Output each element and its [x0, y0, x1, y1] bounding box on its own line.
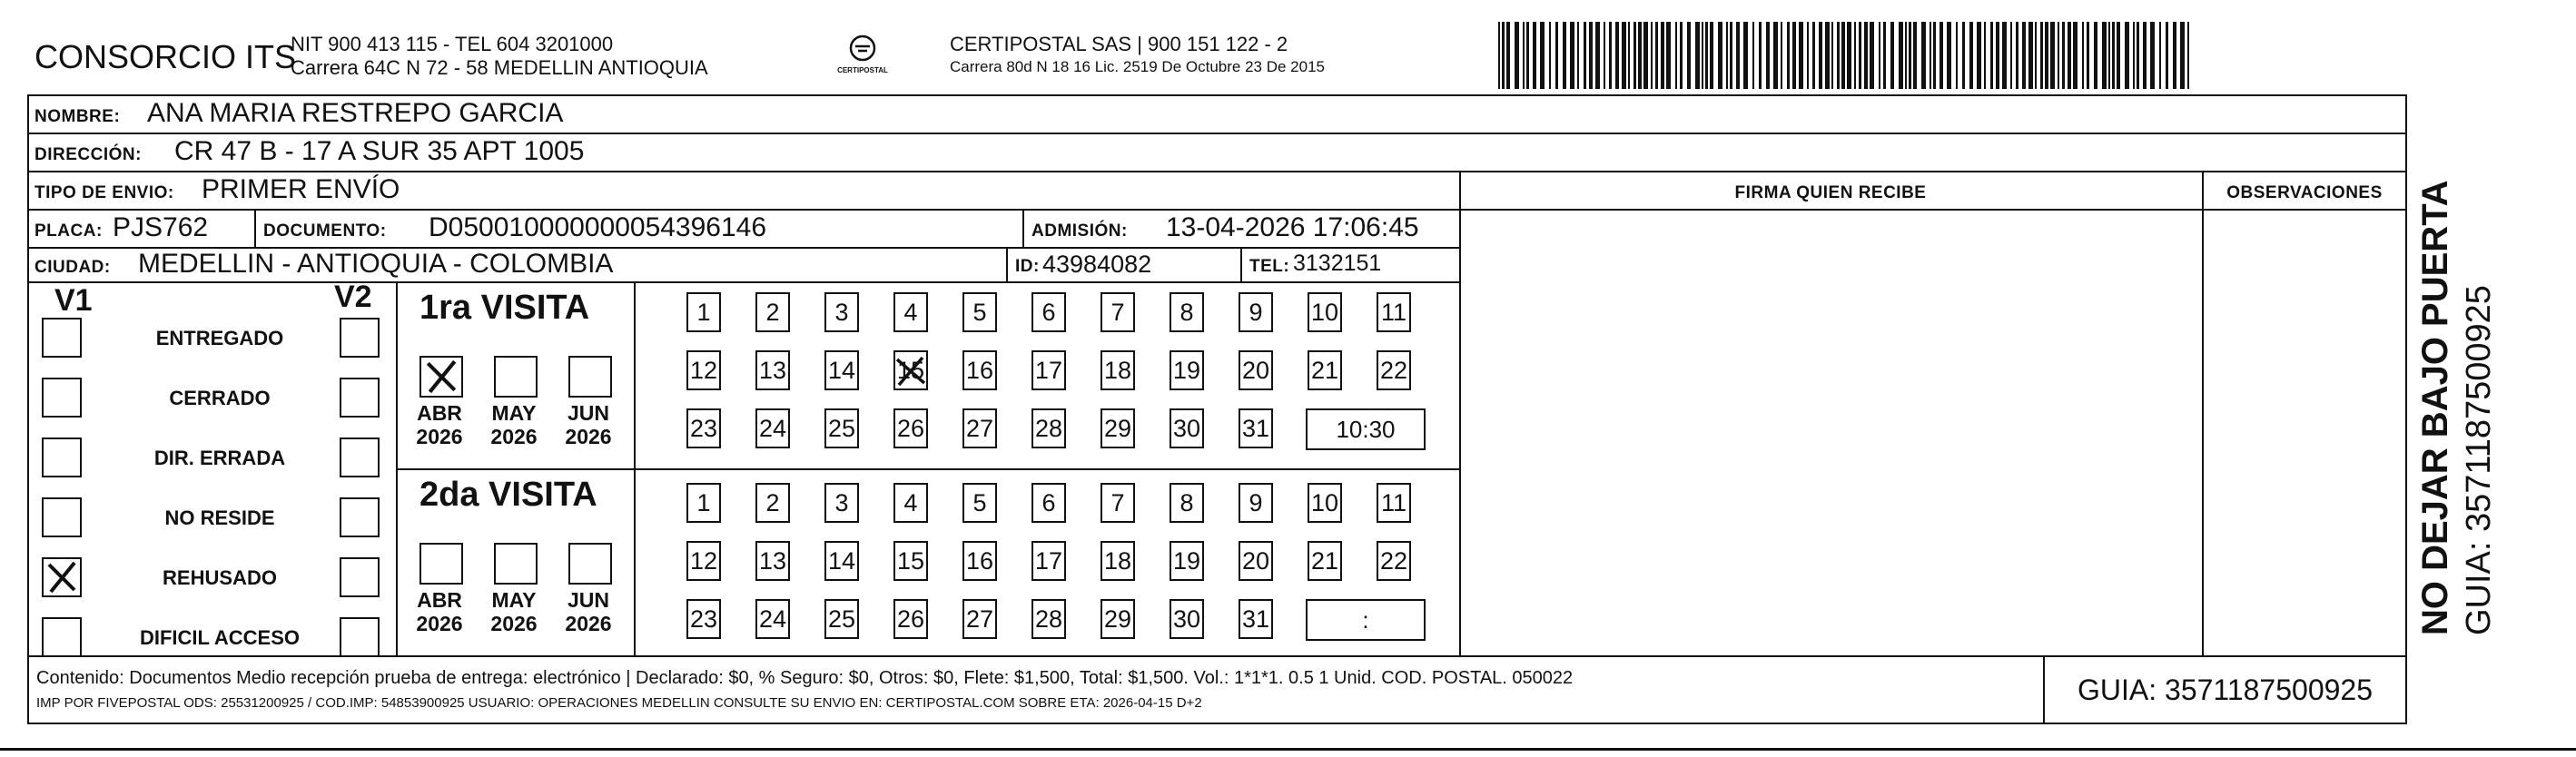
- barcode-icon: [1498, 22, 2197, 89]
- barcode-bar: [2073, 22, 2078, 89]
- barcode-bar: [2035, 22, 2037, 89]
- day-box[interactable]: 26: [893, 599, 928, 639]
- barcode-bar: [1710, 22, 1713, 89]
- month-label: [412, 401, 467, 448]
- barcode-bar: [1841, 22, 1845, 89]
- barcode-bar: [1909, 22, 1911, 89]
- status-label: REHUSADO: [163, 566, 277, 589]
- tel-value: 3132151: [1293, 251, 1382, 276]
- barcode-bar: [1615, 22, 1619, 89]
- barcode-bar: [2050, 22, 2055, 89]
- day-box[interactable]: 13: [755, 541, 790, 581]
- barcode-bar: [1651, 22, 1653, 89]
- barcode-bar: [2058, 22, 2059, 89]
- v2-checkbox[interactable]: [340, 617, 380, 657]
- barcode-bar: [1792, 22, 1796, 89]
- ciudad-value: MEDELLIN - ANTIOQUIA - COLOMBIA: [138, 249, 614, 279]
- day-box[interactable]: 12: [686, 350, 721, 390]
- day-box[interactable]: 14: [824, 541, 859, 581]
- day-box[interactable]: 24: [755, 599, 790, 639]
- barcode-bar: [1883, 22, 1886, 89]
- day-box[interactable]: 13: [755, 350, 790, 390]
- v2-label: V2: [334, 280, 372, 314]
- logo-text: CERTIPOSTAL: [837, 66, 888, 74]
- barcode-bar: [1837, 22, 1840, 89]
- month-name: JUN: [567, 401, 609, 425]
- barcode-bar: [1638, 22, 1642, 89]
- id-label: ID:: [1015, 257, 1040, 276]
- day-box[interactable]: 20: [1239, 541, 1273, 581]
- day-box[interactable]: 20: [1239, 350, 1273, 390]
- barcode-bar: [1589, 22, 1593, 89]
- tipo-label: TIPO DE ENVIO:: [35, 183, 174, 202]
- nombre-value: ANA MARIA RESTREPO GARCIA: [147, 98, 564, 128]
- day-box[interactable]: 6: [1031, 292, 1066, 332]
- day-box[interactable]: 10: [1308, 292, 1342, 332]
- id-value: 43984082: [1042, 251, 1152, 278]
- status-label: ENTREGADO: [155, 327, 284, 349]
- barcode-bar: [1947, 22, 1951, 89]
- barcode-bar: [2040, 22, 2043, 89]
- barcode-bar: [1705, 22, 1708, 89]
- barcode-bar: [1604, 22, 1605, 89]
- barcode-bar: [1854, 22, 1856, 89]
- month-year: 2026: [565, 612, 612, 635]
- month-year: 2026: [490, 425, 538, 448]
- day-box[interactable]: 23: [686, 599, 721, 639]
- v1-checkbox[interactable]: [42, 318, 82, 358]
- barcode-bar: [1666, 22, 1671, 89]
- barcode-bar: [1498, 22, 1500, 89]
- day-box[interactable]: 8: [1170, 292, 1204, 332]
- barcode-bar: [1726, 22, 1728, 89]
- barcode-bar: [1899, 22, 1903, 89]
- day-box[interactable]: 14: [824, 350, 859, 390]
- observaciones-header: OBSERVACIONES: [2226, 183, 2383, 202]
- row-ciudad: [29, 249, 1459, 283]
- day-box[interactable]: 24: [755, 408, 790, 448]
- day-check-mark-icon: [895, 352, 926, 388]
- check-mark-icon: [44, 559, 80, 595]
- day-box[interactable]: 4: [893, 292, 928, 332]
- barcode-bar: [2062, 22, 2065, 89]
- barcode-bar: [1730, 22, 1732, 89]
- day-box[interactable]: 2: [755, 292, 790, 332]
- day-box[interactable]: 27: [962, 599, 997, 639]
- side-guia: GUIA: 3571187500925: [2460, 285, 2498, 635]
- barcode-bar: [1831, 22, 1833, 89]
- day-box[interactable]: 31: [1239, 408, 1273, 448]
- barcode-bar: [2159, 22, 2161, 89]
- barcode-bar: [1661, 22, 1664, 89]
- day-box[interactable]: 21: [1308, 541, 1342, 581]
- v1-checkbox[interactable]: [42, 437, 82, 477]
- day-box[interactable]: 10: [1308, 483, 1342, 523]
- direccion-value: CR 47 B - 17 A SUR 35 APT 1005: [174, 136, 585, 166]
- month-name: MAY: [491, 401, 537, 425]
- month-year: 2026: [416, 612, 463, 635]
- v2-checkbox[interactable]: [340, 557, 380, 597]
- barcode-bar: [2102, 22, 2107, 89]
- month-name: JUN: [567, 588, 609, 612]
- barcode-bar: [2137, 22, 2139, 89]
- barcode-bar: [2068, 22, 2071, 89]
- v2-checkbox[interactable]: [340, 378, 380, 418]
- day-box[interactable]: 17: [1031, 350, 1066, 390]
- day-box[interactable]: 12: [686, 541, 721, 581]
- barcode-bar: [1781, 22, 1782, 89]
- nombre-label: NOMBRE:: [35, 107, 121, 126]
- side-warning: NO DEJAR BAJO PUERTA: [2415, 180, 2455, 635]
- day-box[interactable]: 11: [1377, 483, 1411, 523]
- day-box[interactable]: 21: [1308, 350, 1342, 390]
- ciudad-label: CIUDAD:: [35, 258, 111, 277]
- day-box[interactable]: 27: [962, 408, 997, 448]
- barcode-bar: [1680, 22, 1683, 89]
- month-checkbox[interactable]: [568, 543, 612, 585]
- day-box[interactable]: 28: [1031, 599, 1066, 639]
- day-box[interactable]: 7: [1100, 483, 1135, 523]
- day-box[interactable]: 25: [824, 599, 859, 639]
- barcode-bar: [1555, 22, 1558, 89]
- v1-checkbox[interactable]: [42, 617, 82, 657]
- day-box[interactable]: 9: [1239, 292, 1273, 332]
- barcode-bar: [1905, 22, 1907, 89]
- barcode-bar: [1977, 22, 1981, 89]
- barcode-bar: [1990, 22, 1993, 89]
- barcode-bar: [2125, 22, 2129, 89]
- day-box[interactable]: 25: [824, 408, 859, 448]
- time-box[interactable]: :: [1306, 599, 1426, 641]
- v2-checkbox[interactable]: [340, 437, 380, 477]
- month-checkbox[interactable]: [419, 543, 463, 585]
- barcode-bar: [1879, 22, 1880, 89]
- barcode-bar: [2002, 22, 2007, 89]
- month-checkbox[interactable]: [494, 543, 538, 585]
- shipping-form: [27, 94, 2407, 724]
- placa-label: PLACA:: [35, 221, 103, 241]
- barcode-bar: [1962, 22, 1965, 89]
- barcode-bar: [1859, 22, 1861, 89]
- day-box[interactable]: 30: [1170, 408, 1204, 448]
- day-box[interactable]: 1: [686, 292, 721, 332]
- barcode-bar: [2112, 22, 2115, 89]
- barcode-bar: [1506, 22, 1510, 89]
- barcode-bar: [1996, 22, 1999, 89]
- barcode-bar: [1956, 22, 1958, 89]
- barcode-bar: [1766, 22, 1770, 89]
- company-nit: NIT 900 413 115 - TEL 604 3201000: [291, 33, 614, 55]
- barcode-bar: [1870, 22, 1874, 89]
- v1-checkbox[interactable]: [42, 497, 82, 537]
- v1-label: V1: [54, 283, 93, 318]
- day-box[interactable]: 15: [893, 350, 928, 390]
- barcode-bar: [2133, 22, 2135, 89]
- day-box[interactable]: 18: [1100, 350, 1135, 390]
- day-box[interactable]: 22: [1377, 350, 1411, 390]
- barcode-bar: [1702, 22, 1703, 89]
- barcode-bar: [2187, 22, 2189, 89]
- barcode-bar: [1812, 22, 1815, 89]
- barcode-bar: [1622, 22, 1626, 89]
- barcode-bar: [1864, 22, 1868, 89]
- day-box[interactable]: 29: [1100, 599, 1135, 639]
- footer-imp: IMP POR FIVEPOSTAL ODS: 25531200925 / COD.IMP: 54853900925 USUARIO: OPERACIONES MEDELLIN CONSULTE SU ENVIO EN: CERTIPOSTAL.COM SOBRE ETA: 2026-04-15 D+2: [36, 695, 1202, 711]
- barcode-bar: [2180, 22, 2185, 89]
- day-box[interactable]: 5: [962, 483, 997, 523]
- day-box[interactable]: 26: [893, 408, 928, 448]
- v2-checkbox[interactable]: [340, 497, 380, 537]
- barcode-bar: [1847, 22, 1851, 89]
- month-label: [412, 588, 467, 635]
- barcode-bar: [1540, 22, 1545, 89]
- admision-value: 13-04-2026 17:06:45: [1166, 212, 1419, 242]
- barcode-bar: [1930, 22, 1931, 89]
- day-box[interactable]: 7: [1100, 292, 1135, 332]
- month-label: [487, 588, 541, 635]
- barcode-bar: [1759, 22, 1762, 89]
- barcode-bar: [2028, 22, 2033, 89]
- header: [27, 16, 2403, 91]
- day-box[interactable]: 31: [1239, 599, 1273, 639]
- barcode-bar: [2117, 22, 2120, 89]
- day-box[interactable]: 22: [1377, 541, 1411, 581]
- status-label: DIR. ERRADA: [153, 447, 286, 469]
- barcode-bar: [2150, 22, 2155, 89]
- placa-value: PJS762: [113, 212, 209, 242]
- row-direccion: [29, 134, 2405, 172]
- month-checkbox[interactable]: [419, 356, 463, 398]
- barcode-bar: [1695, 22, 1700, 89]
- v1-checkbox[interactable]: [42, 378, 82, 418]
- barcode-bar: [2016, 22, 2018, 89]
- barcode-bar: [1633, 22, 1636, 89]
- day-box[interactable]: 8: [1170, 483, 1204, 523]
- barcode-bar: [1933, 22, 1936, 89]
- firma-area[interactable]: [1461, 211, 2200, 655]
- barcode-bar: [1655, 22, 1658, 89]
- barcode-bar: [2108, 22, 2110, 89]
- observaciones-area[interactable]: [2204, 211, 2405, 655]
- barcode-bar: [1984, 22, 1986, 89]
- barcode-bar: [2173, 22, 2176, 89]
- certipostal-logo: [835, 33, 890, 84]
- barcode-bar: [2143, 22, 2147, 89]
- month-year: 2026: [490, 612, 538, 635]
- day-box[interactable]: 15: [893, 541, 928, 581]
- row-tipo: [29, 172, 1459, 211]
- barcode-bar: [1584, 22, 1586, 89]
- barcode-bar: [1890, 22, 1894, 89]
- barcode-bar: [1549, 22, 1551, 89]
- barcode-bar: [2082, 22, 2084, 89]
- day-box[interactable]: 29: [1100, 408, 1135, 448]
- day-box[interactable]: 19: [1170, 350, 1204, 390]
- status-label: DIFICIL ACCESO: [139, 626, 300, 649]
- day-box[interactable]: 23: [686, 408, 721, 448]
- barcode-bar: [1675, 22, 1677, 89]
- company-name: CONSORCIO ITS: [35, 38, 297, 75]
- barcode-bar: [2045, 22, 2048, 89]
- day-box[interactable]: 9: [1239, 483, 1273, 523]
- barcode-bar: [1913, 22, 1917, 89]
- month-name: ABR: [417, 401, 462, 425]
- day-box[interactable]: 5: [962, 292, 997, 332]
- day-box[interactable]: 19: [1170, 541, 1204, 581]
- month-name: ABR: [417, 588, 462, 612]
- barcode-bar: [2010, 22, 2012, 89]
- day-box[interactable]: 16: [962, 350, 997, 390]
- day-box[interactable]: 11: [1377, 292, 1411, 332]
- barcode-bar: [1523, 22, 1525, 89]
- barcode-bar: [1533, 22, 1536, 89]
- footer-contenido: Contenido: Documentos Medio recepción prueba de entrega: electrónico | Declarado: $0, % Seguro: $0, Otros: $0, Flete: $1,500, Total: $1,500. Vol.: 1*1*1. 0.5 1 Unid. COD. POSTAL. 050022: [36, 668, 1574, 688]
- barcode-bar: [2087, 22, 2089, 89]
- company-address: Carrera 64C N 72 - 58 MEDELLIN ANTIOQUIA: [291, 56, 708, 79]
- barcode-bar: [1570, 22, 1574, 89]
- carrier-line1: CERTIPOSTAL SAS | 900 151 122 - 2: [950, 33, 1288, 55]
- month-year: 2026: [565, 425, 612, 448]
- day-box[interactable]: 30: [1170, 599, 1204, 639]
- day-box[interactable]: 18: [1100, 541, 1135, 581]
- barcode-bar: [1526, 22, 1529, 89]
- day-box[interactable]: 3: [824, 292, 859, 332]
- barcode-bar: [1736, 22, 1740, 89]
- status-label: NO RESIDE: [164, 506, 275, 529]
- admision-label: ADMISIÓN:: [1031, 221, 1128, 241]
- barcode-bar: [2166, 22, 2168, 89]
- month-year: 2026: [416, 425, 463, 448]
- status-label: CERRADO: [169, 387, 271, 409]
- month-label: [487, 401, 541, 448]
- side-text: [2415, 127, 2551, 635]
- barcode-bar: [1563, 22, 1566, 89]
- month-label: [561, 588, 616, 635]
- time-box[interactable]: 10:30: [1306, 408, 1426, 450]
- day-box[interactable]: 1: [686, 483, 721, 523]
- barcode-bar: [1687, 22, 1691, 89]
- v2-checkbox[interactable]: [340, 318, 380, 358]
- barcode-bar: [1939, 22, 1943, 89]
- month-name: MAY: [491, 588, 537, 612]
- carrier-line2: Carrera 80d N 18 16 Lic. 2519 De Octubre 23 De 2015: [950, 58, 1325, 75]
- barcode-bar: [1628, 22, 1630, 89]
- documento-label: DOCUMENTO:: [263, 221, 387, 241]
- barcode-bar: [1921, 22, 1926, 89]
- barcode-bar: [1807, 22, 1809, 89]
- check-mark-icon: [421, 358, 461, 396]
- row-placa: [29, 211, 1459, 249]
- barcode-bar: [2094, 22, 2097, 89]
- barcode-bar: [1752, 22, 1754, 89]
- month-checkbox[interactable]: [568, 356, 612, 398]
- row-nombre: [29, 96, 2405, 134]
- second-visit-title: 2da VISITA: [419, 476, 597, 514]
- firma-header: FIRMA QUIEN RECIBE: [1734, 183, 1927, 202]
- documento-value: D050010000000054396146: [429, 212, 767, 242]
- footer-guia: GUIA: 3571187500925: [2078, 673, 2373, 706]
- barcode-bar: [1502, 22, 1505, 89]
- logo-icon: [847, 33, 878, 64]
- tel-label: TEL:: [1249, 257, 1290, 276]
- barcode-bar: [1609, 22, 1612, 89]
- barcode-bar: [1643, 22, 1648, 89]
- barcode-bar: [2022, 22, 2026, 89]
- barcode-bar: [1825, 22, 1830, 89]
- tipo-value: PRIMER ENVÍO: [202, 174, 400, 204]
- barcode-bar: [1787, 22, 1790, 89]
- barcode-bar: [1595, 22, 1600, 89]
- first-visit-title: 1ra VISITA: [419, 289, 590, 327]
- v1-checkbox[interactable]: [42, 557, 82, 597]
- barcode-bar: [1718, 22, 1722, 89]
- barcode-bar: [1743, 22, 1748, 89]
- day-box[interactable]: 28: [1031, 408, 1066, 448]
- day-box[interactable]: 3: [824, 483, 859, 523]
- day-box[interactable]: 2: [755, 483, 790, 523]
- barcode-bar: [1799, 22, 1803, 89]
- barcode-bar: [1969, 22, 1973, 89]
- barcode-bar: [1773, 22, 1778, 89]
- month-checkbox[interactable]: [494, 356, 538, 398]
- barcode-bar: [1515, 22, 1519, 89]
- day-box[interactable]: 16: [962, 541, 997, 581]
- day-box[interactable]: 17: [1031, 541, 1066, 581]
- barcode-bar: [1819, 22, 1822, 89]
- bottom-rule: [0, 748, 2576, 751]
- barcode-bar: [1577, 22, 1579, 89]
- direccion-label: DIRECCIÓN:: [35, 145, 142, 164]
- month-label: [561, 401, 616, 448]
- day-box[interactable]: 6: [1031, 483, 1066, 523]
- day-box[interactable]: 4: [893, 483, 928, 523]
